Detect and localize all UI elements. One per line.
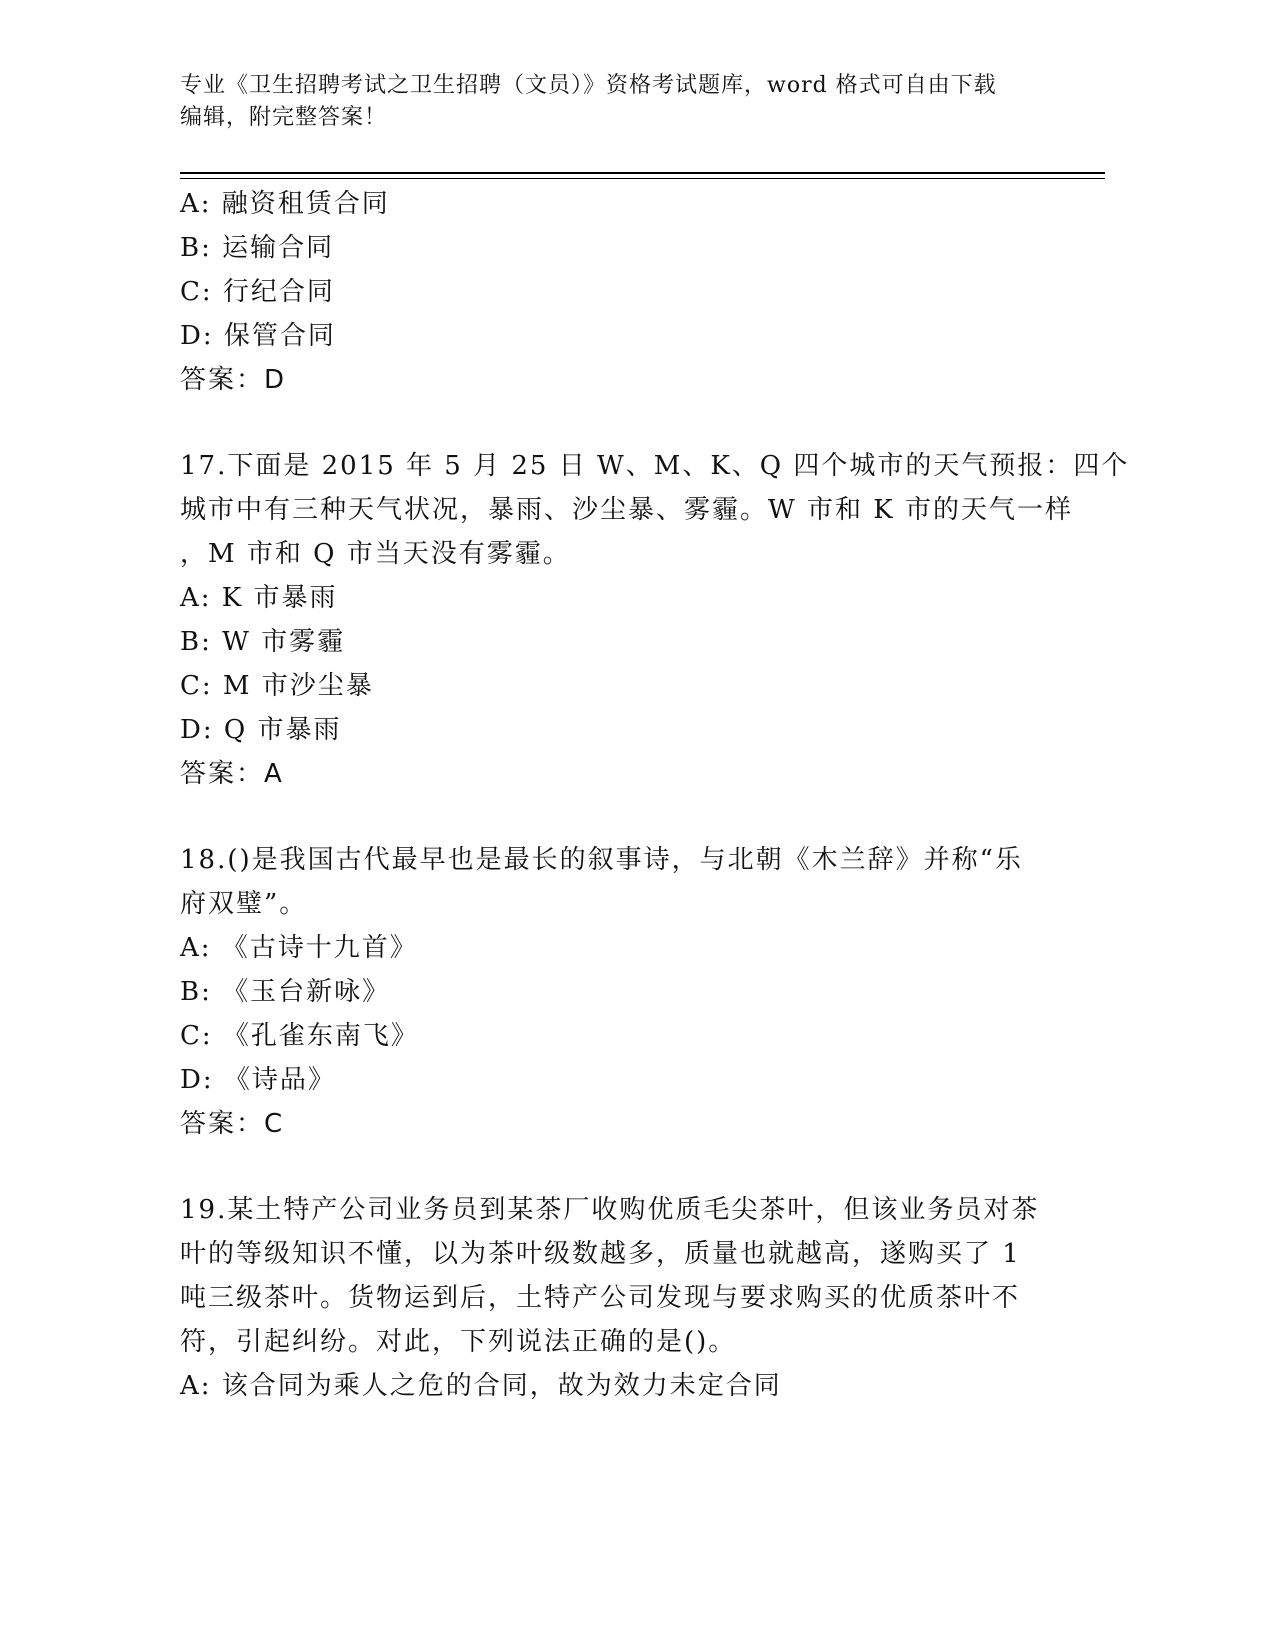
option-d: D: Q 市暴雨: [180, 715, 342, 745]
header-line-1: 专业《卫生招聘考试之卫生招聘（文员）》资格考试题库，word 格式可自由下载: [180, 73, 997, 98]
spacer: [180, 402, 1050, 444]
option-a: A: K 市暴雨: [180, 583, 338, 613]
header-divider-thick: [180, 172, 1105, 174]
document-header: [180, 70, 1040, 134]
question-list: [180, 182, 1130, 1408]
question-stem-line: 城市中有三种天气状况，暴雨、沙尘暴、雾霾。W 市和 K 市的天气一样: [180, 495, 1073, 525]
question-stem-line: 叶的等级知识不懂，以为茶叶级数越多，质量也就越高，遂购买了 1: [180, 1239, 1021, 1269]
question-17: [180, 444, 1130, 796]
option-a: A: 该合同为乘人之危的合同，故为效力未定合同: [180, 1371, 782, 1401]
header-divider-thin: [180, 178, 1105, 179]
option-d: D: 保管合同: [180, 321, 336, 351]
question-19: [180, 1188, 1050, 1408]
option-b: B: 运输合同: [180, 233, 335, 263]
spacer: [180, 1146, 1050, 1188]
question-stem-line: 符，引起纠纷。对此，下列说法正确的是()。: [180, 1327, 737, 1357]
option-c: C: 《孔雀东南飞》: [180, 1021, 419, 1051]
question-stem-line: 吨三级茶叶。货物运到后，土特产公司发现与要求购买的优质茶叶不: [180, 1283, 1021, 1313]
option-c: C: M 市沙尘暴: [180, 671, 374, 701]
answer-line: 答案：A: [180, 759, 284, 789]
option-b: B: 《玉台新咏》: [180, 977, 391, 1007]
header-line-2: 编辑，附完整答案！: [180, 105, 388, 130]
option-b: B: W 市雾霾: [180, 627, 346, 657]
question-stem-line: 18.()是我国古代最早也是最长的叙事诗，与北朝《木兰辞》并称“乐: [180, 845, 1023, 875]
question-stem-line: 17.下面是 2015 年 5 月 25 日 W、M、K、Q 四个城市的天气预报：四个: [180, 451, 1130, 481]
option-d: D: 《诗品》: [180, 1065, 336, 1095]
question-18: [180, 838, 1050, 1146]
question-stem-line: ，M 市和 Q 市当天没有雾霾。: [180, 539, 571, 569]
question-16: [180, 182, 1050, 402]
option-c: C: 行纪合同: [180, 277, 335, 307]
option-a: A: 《古诗十九首》: [180, 933, 418, 963]
answer-line: 答案：C: [180, 1109, 285, 1139]
question-stem-line: 府双璧”。: [180, 889, 308, 919]
spacer: [180, 796, 1050, 838]
answer-line: 答案：D: [180, 365, 287, 395]
question-stem-line: 19.某土特产公司业务员到某茶厂收购优质毛尖茶叶，但该业务员对茶: [180, 1195, 1040, 1225]
option-a: A: 融资租赁合同: [180, 189, 390, 219]
